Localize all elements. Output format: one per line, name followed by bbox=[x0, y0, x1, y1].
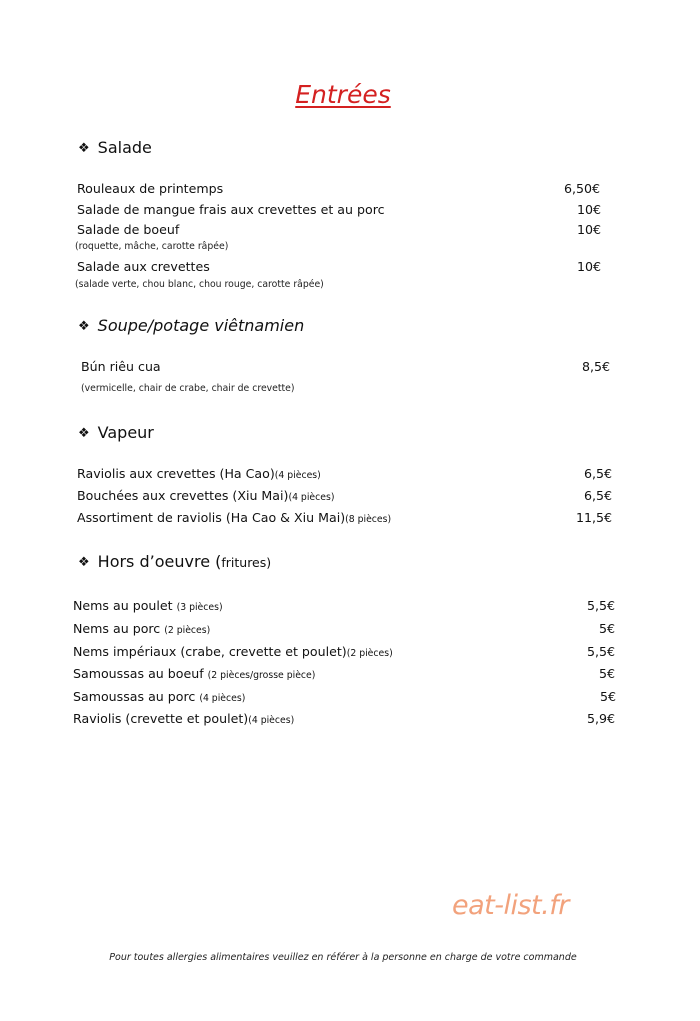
watermark: eat-list.fr bbox=[452, 890, 569, 921]
menu-item-price: 5€ bbox=[598, 621, 615, 636]
menu-item-name: Samoussas au boeuf bbox=[73, 666, 208, 681]
menu-item bbox=[73, 644, 393, 659]
menu-item-price: 5€ bbox=[598, 666, 615, 681]
menu-item-name: Salade de boeuf bbox=[77, 222, 180, 237]
allergy-footer-note: Pour toutes allergies alimentaires veuillez en référer à la personne en charge de votre commande bbox=[109, 952, 577, 963]
section-heading-hors-doeuvre bbox=[78, 552, 271, 571]
menu-item bbox=[77, 510, 391, 525]
menu-item-quantity: (4 pièces) bbox=[199, 693, 246, 704]
menu-item-price: 6,5€ bbox=[583, 488, 612, 503]
menu-item-description: (roquette, mâche, carotte râpée) bbox=[75, 241, 229, 252]
menu-item-quantity: (4 pièces) bbox=[274, 470, 321, 481]
diamond-bullet-icon: ❖ bbox=[78, 141, 90, 156]
menu-item-quantity: (2 pièces/grosse pièce) bbox=[207, 670, 316, 681]
menu-item-price: 8,5€ bbox=[581, 359, 610, 374]
section-title: Salade bbox=[97, 138, 152, 157]
menu-item-name: Raviolis aux crevettes (Ha Cao) bbox=[77, 466, 275, 481]
menu-item-name: Salade de mangue frais aux crevettes et au porc bbox=[77, 202, 385, 217]
section-title-note: fritures) bbox=[221, 555, 272, 570]
diamond-bullet-icon: ❖ bbox=[78, 426, 90, 441]
menu-item-name: Bouchées aux crevettes (Xiu Mai) bbox=[77, 488, 289, 503]
menu-item-name: Nems au porc bbox=[73, 621, 165, 636]
section-title: Soupe/potage viêtnamien bbox=[97, 316, 305, 335]
section-title: Vapeur bbox=[97, 423, 154, 442]
menu-item-price: 5,9€ bbox=[586, 711, 615, 726]
menu-item-quantity: (4 pièces) bbox=[288, 492, 335, 503]
menu-item-price: 5,5€ bbox=[586, 598, 615, 613]
section-heading-salade bbox=[78, 138, 152, 157]
menu-item-price: 10€ bbox=[576, 202, 601, 217]
menu-item-quantity: (8 pièces) bbox=[345, 514, 392, 525]
diamond-bullet-icon: ❖ bbox=[78, 555, 90, 570]
menu-item-quantity: (4 pièces) bbox=[248, 715, 295, 726]
menu-item-quantity: (2 pièces) bbox=[346, 648, 393, 659]
menu-item bbox=[73, 621, 210, 636]
menu-item-price: 10€ bbox=[576, 222, 601, 237]
diamond-bullet-icon: ❖ bbox=[78, 319, 90, 334]
page-title: Entrées bbox=[295, 80, 391, 109]
menu-item-name: Samoussas au porc bbox=[73, 689, 200, 704]
menu-item-name: Nems au poulet bbox=[73, 598, 177, 613]
section-heading-soupe bbox=[78, 316, 304, 335]
menu-item-price: 5,5€ bbox=[586, 644, 615, 659]
menu-item-price: 6,5€ bbox=[583, 466, 612, 481]
menu-item bbox=[73, 666, 315, 681]
menu-item-quantity: (2 pièces) bbox=[164, 625, 211, 636]
menu-item-description: (salade verte, chou blanc, chou rouge, carotte râpée) bbox=[75, 279, 324, 290]
menu-item bbox=[73, 598, 223, 613]
menu-item-price: 11,5€ bbox=[575, 510, 612, 525]
menu-item bbox=[73, 689, 245, 704]
menu-item-name: Rouleaux de printemps bbox=[77, 181, 224, 196]
section-title: Hors d’oeuvre ( bbox=[97, 552, 222, 571]
menu-item-description: (vermicelle, chair de crabe, chair de crevette) bbox=[81, 383, 295, 394]
menu-item-price: 6,50€ bbox=[563, 181, 600, 196]
menu-item-quantity: (3 pièces) bbox=[176, 602, 223, 613]
menu-item-name: Salade aux crevettes bbox=[77, 259, 210, 274]
menu-item bbox=[77, 488, 334, 503]
menu-item bbox=[73, 711, 294, 726]
menu-item-name: Nems impériaux (crabe, crevette et poulet) bbox=[73, 644, 347, 659]
menu-item-name: Raviolis (crevette et poulet) bbox=[73, 711, 249, 726]
menu-item-name: Bún riêu cua bbox=[81, 359, 161, 374]
menu-item bbox=[77, 466, 321, 481]
menu-item-name: Assortiment de raviolis (Ha Cao & Xiu Mai) bbox=[77, 510, 346, 525]
menu-item-price: 10€ bbox=[576, 259, 601, 274]
menu-item-price: 5€ bbox=[599, 689, 616, 704]
section-heading-vapeur bbox=[78, 423, 154, 442]
